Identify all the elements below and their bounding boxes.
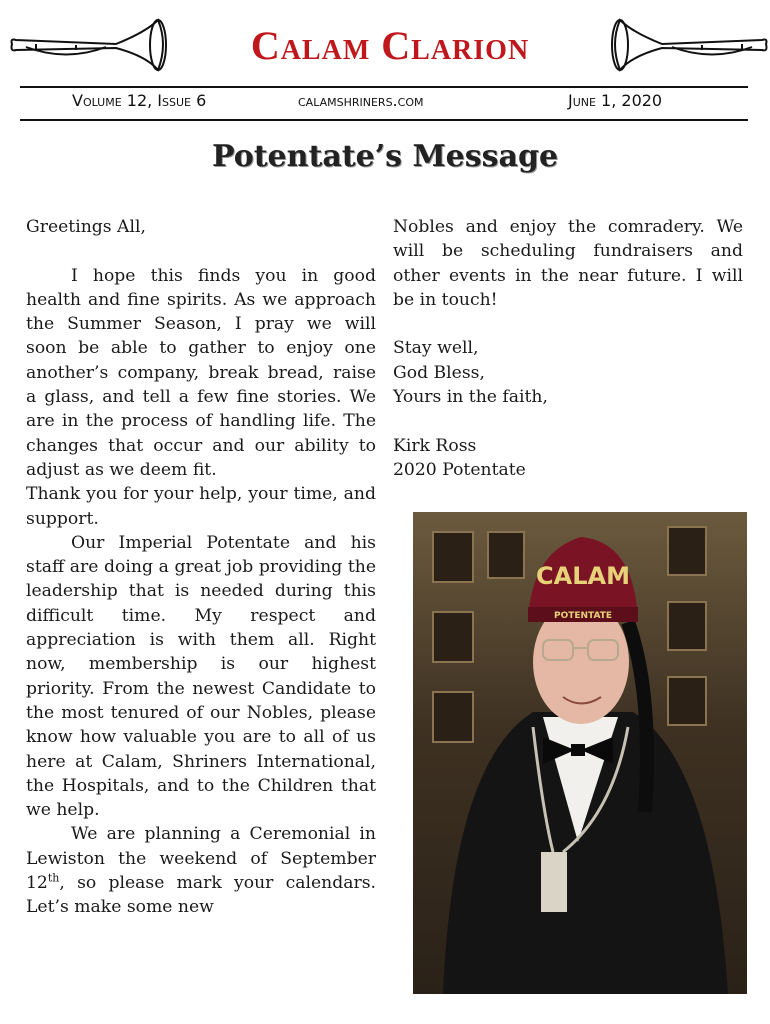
paragraph-1: I hope this finds you in good health and fine spirits. As we approach the Summer Season, I pray we will soon be able to gather to enjoy one another’s company, break bread, raise a glass, and tell a few fine stories. We are in the process of handling life. The changes that occur and our ability to adjust as we deem fit. <box>26 265 376 480</box>
portrait-illustration <box>413 512 747 994</box>
closing-line-3: Yours in the faith, <box>393 387 548 408</box>
bugle-left-icon <box>6 14 176 76</box>
bugle-right-icon <box>602 14 770 76</box>
issue-date: June 1, 2020 <box>568 91 663 110</box>
newsletter-title: Calam Clarion <box>250 23 530 68</box>
signature-name: Kirk Ross <box>393 435 477 456</box>
article-column-right <box>393 215 743 482</box>
website: calamshriners.com <box>298 91 424 110</box>
article-column-left <box>26 215 376 920</box>
ordinal-suffix: th <box>47 871 60 885</box>
paragraph-2: Thank you for your help, your time, and support. <box>26 484 376 529</box>
closing-line-2: God Bless, <box>393 362 485 383</box>
masthead-rule-top <box>20 86 748 88</box>
paragraph-3: Our Imperial Potentate and his staff are doing a great job providing the leadership that is needed during this difficult time. My respect and appreciation is with them all. Right now, membership is our highest priority. From the newest Candidate to the most tenured of our Nobles, please know how valuable you are to all of us here at Calam, Shriners International, the Hospitals, and to the Children that we help. <box>26 532 376 821</box>
masthead-rule-bottom <box>20 119 748 121</box>
signature-title: 2020 Potentate <box>393 459 526 480</box>
fez-band-lettering: POTENTATE <box>553 611 613 621</box>
paragraph-4-text-end: , so please mark your calendars. Let’s make some new <box>26 873 376 918</box>
potentate-portrait-photo <box>413 512 747 994</box>
paragraph-4-continued: Nobles and enjoy the comradery. We will be scheduling fundraisers and other events in the near future. I will be in touch! <box>393 217 743 310</box>
article-headline: Potentate’s Message <box>211 139 559 174</box>
greeting: Greetings All, <box>26 217 146 237</box>
closing-line-1: Stay well, <box>393 338 479 359</box>
paragraph-4-text: We are planning a Ceremonial in Lewiston the weekend of September 12 <box>26 824 376 894</box>
paragraph-4 <box>26 822 376 919</box>
volume-issue: Volume 12, Issue 6 <box>72 91 207 110</box>
fez-lettering: CALAM <box>536 562 630 590</box>
